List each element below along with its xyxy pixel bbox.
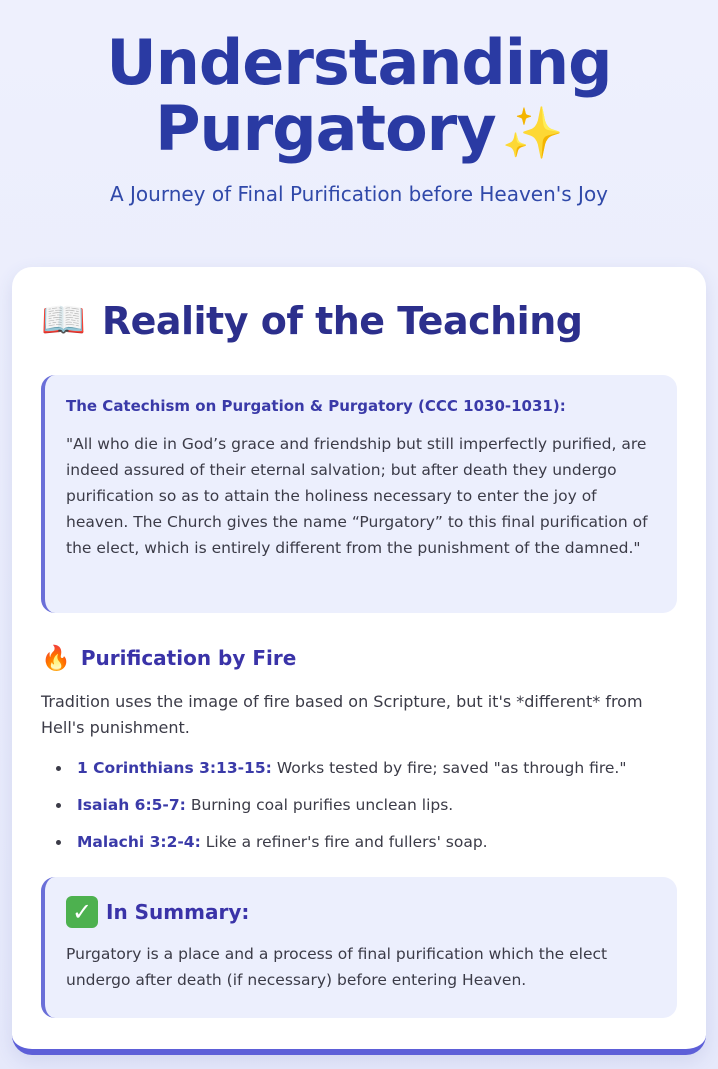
page-title-line2: Purgatory bbox=[155, 92, 496, 165]
quote-title: The Catechism on Purgation & Purgatory (CCC 1030-1031): bbox=[66, 397, 566, 415]
bullet-icon bbox=[56, 766, 61, 771]
sparkles-icon: ✨ bbox=[501, 104, 563, 162]
list-item bbox=[41, 755, 677, 781]
scripture-reference: 1 Corinthians 3:13-15: bbox=[77, 759, 272, 777]
fire-section-heading bbox=[41, 643, 677, 673]
card-heading bbox=[41, 295, 677, 347]
catechism-quote-box bbox=[41, 375, 677, 613]
summary-heading bbox=[66, 895, 653, 929]
page-title bbox=[0, 26, 718, 166]
scripture-description: Like a refiner's fire and fullers' soap. bbox=[205, 833, 488, 851]
content-card bbox=[12, 267, 706, 1055]
fire-icon: 🔥 bbox=[41, 644, 71, 672]
check-mark-icon: ✓ bbox=[66, 896, 98, 928]
fire-section-heading-text: Purification by Fire bbox=[80, 646, 297, 670]
scripture-reference-list bbox=[41, 755, 677, 855]
scripture-description: Burning coal purifies unclean lips. bbox=[190, 796, 454, 814]
summary-heading-text: In Summary: bbox=[106, 900, 250, 924]
quote-text: "All who die in God’s grace and friendship but still imperfectly purified, are indeed assured of their eternal salvation; but after death they undergo purification so as to attain the holiness necessary to enter the joy of heaven. The Church gives the name “Purgatory” to this final purification of the elect, which is entirely different from the punishment of the damned." bbox=[66, 435, 648, 557]
summary-box bbox=[41, 877, 677, 1018]
page-header bbox=[0, 26, 718, 206]
list-item bbox=[41, 792, 677, 818]
list-item bbox=[41, 829, 677, 855]
fire-section-intro: Tradition uses the image of fire based on Scripture, but it's *different* from Hell's punishment. bbox=[41, 692, 643, 737]
scripture-description: Works tested by fire; saved "as through fire." bbox=[276, 759, 627, 777]
card-heading-text: Reality of the Teaching bbox=[101, 299, 583, 343]
open-book-icon: 📖 bbox=[41, 300, 86, 341]
bullet-icon bbox=[56, 803, 61, 808]
bullet-icon bbox=[56, 840, 61, 845]
summary-text: Purgatory is a place and a process of final purification which the elect undergo after death (if necessary) before entering Heaven. bbox=[66, 945, 608, 989]
scripture-reference: Malachi 3:2-4: bbox=[77, 833, 201, 851]
scripture-reference: Isaiah 6:5-7: bbox=[77, 796, 186, 814]
page-title-line1: Understanding bbox=[106, 26, 612, 99]
page-subtitle: A Journey of Final Purification before Heaven's Joy bbox=[109, 182, 609, 206]
